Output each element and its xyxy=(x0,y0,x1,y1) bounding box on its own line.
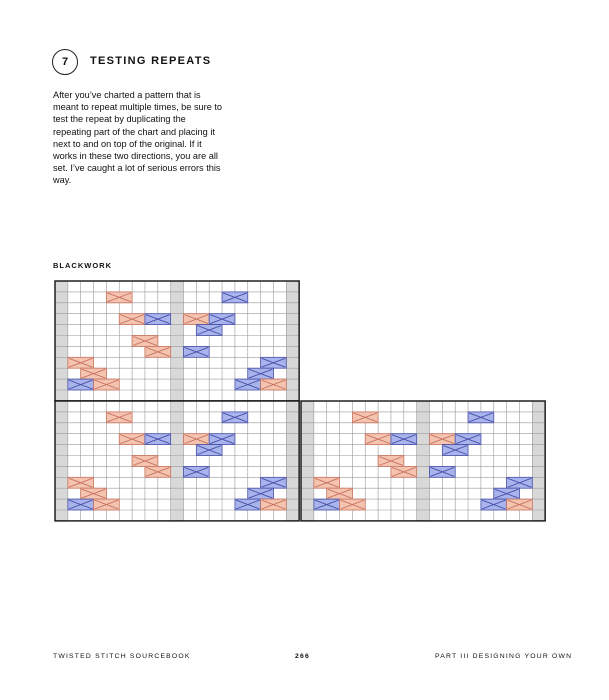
footer-page-number: 266 xyxy=(295,653,310,660)
chart-label: BLACKWORK xyxy=(53,261,112,270)
repeat-boundary-column xyxy=(417,401,430,521)
footer-part-title: PART III DESIGNING YOUR OWN xyxy=(435,653,573,660)
repeat-boundary-column xyxy=(532,401,545,521)
repeat-boundary-column xyxy=(171,401,184,521)
repeat-boundary-column xyxy=(171,281,184,401)
section-title: TESTING REPEATS xyxy=(90,55,212,67)
step-number: 7 xyxy=(61,56,69,68)
repeat-boundary-column xyxy=(55,401,68,521)
repeat-boundary-column xyxy=(301,401,314,521)
repeat-boundary-column xyxy=(286,401,299,521)
footer-book-title: TWISTED STITCH SOURCEBOOK xyxy=(53,653,191,660)
repeat-boundary-column xyxy=(55,281,68,401)
repeat-boundary-column xyxy=(286,281,299,401)
body-paragraph: After you’ve charted a pattern that is meant to repeat multiple times, be sure to test the repeat by duplicating the repeating part of the chart and placing it next to and on top of the original. If it works in these two directions, you are all set. I’ve caught a lot of serious errors this way. xyxy=(53,90,223,186)
